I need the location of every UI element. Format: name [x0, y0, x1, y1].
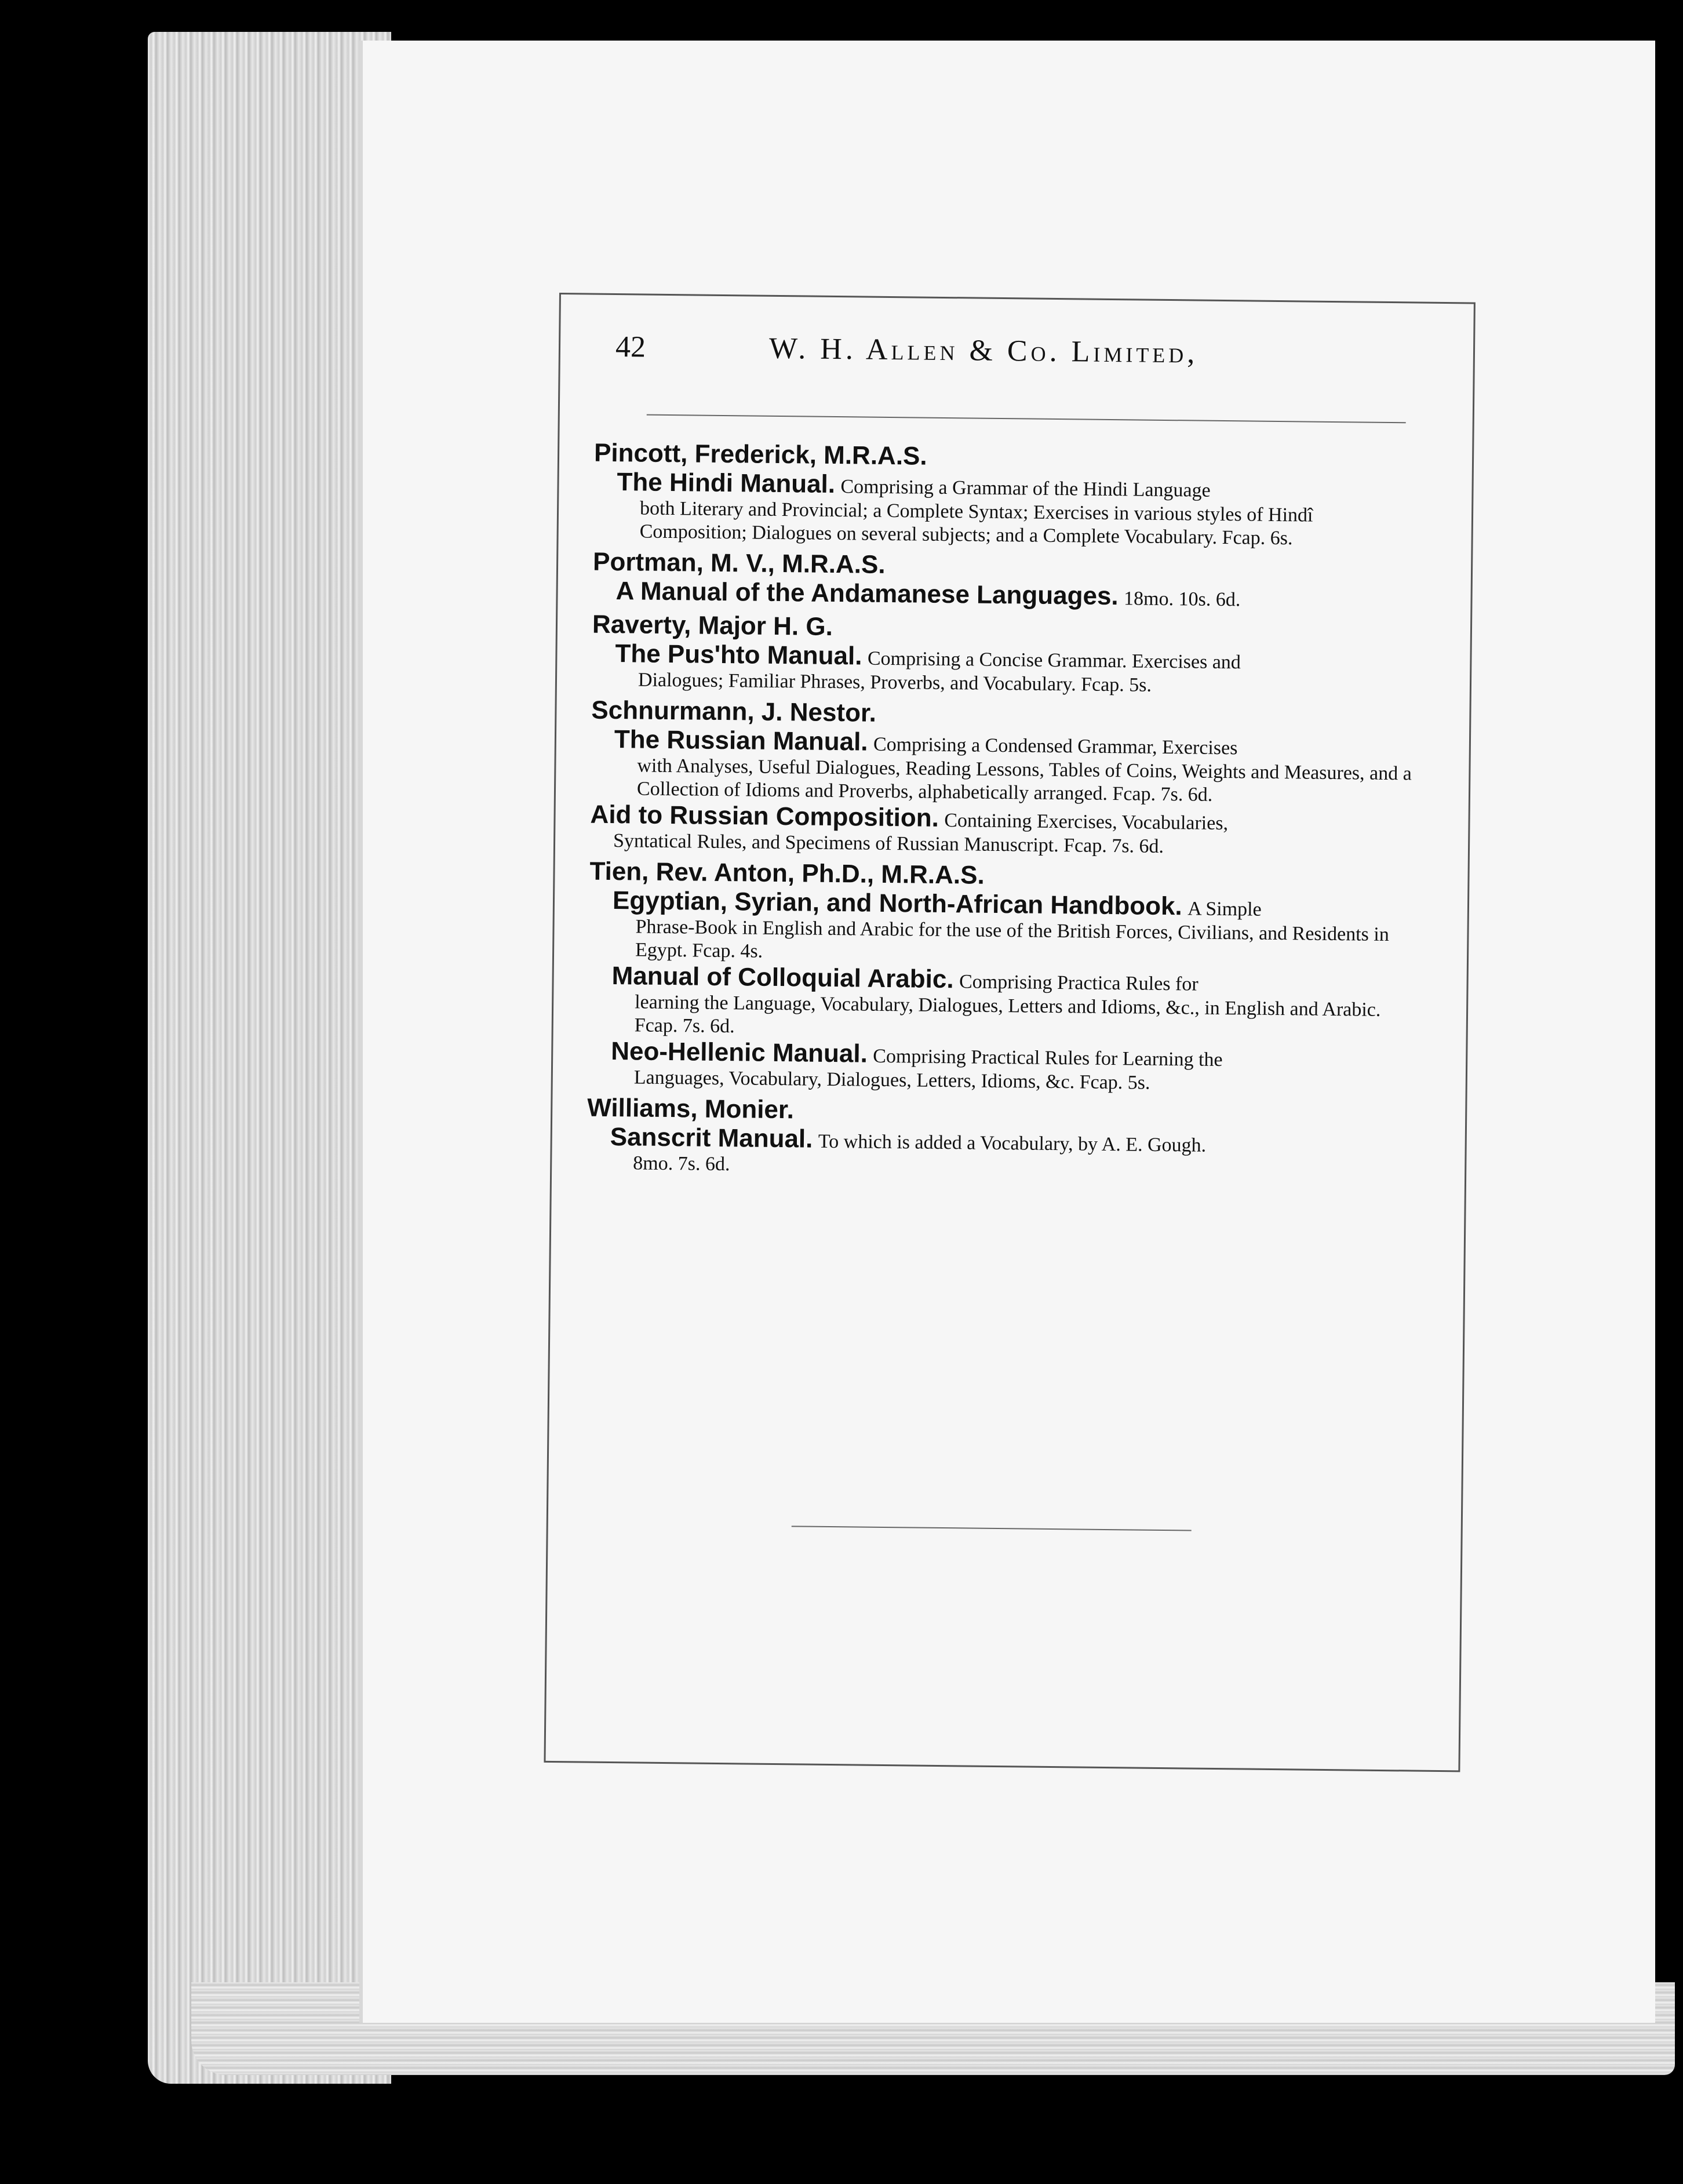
book-title: The Russian Manual. — [614, 725, 868, 756]
book-entry — [591, 727, 1420, 809]
book-description: 8mo. 7s. 6d. — [633, 1152, 730, 1175]
book-description-start: A Simple — [1187, 898, 1262, 920]
book-title: Neo-Hellenic Manual. — [611, 1037, 868, 1068]
book-description-start: Comprising Practical Rules for Learning the — [873, 1045, 1223, 1071]
book-description-start: Comprising a Concise Grammar. Exercises and — [867, 647, 1241, 674]
book-description-start: 18mo. 10s. 6d. — [1123, 588, 1241, 611]
catalogue-entry — [588, 855, 1419, 1098]
catalogue-entry — [593, 436, 1423, 552]
book-entry — [593, 470, 1422, 552]
author-name: Williams, Monier. — [587, 1093, 795, 1124]
book-title: The Pus'hto Manual. — [615, 639, 862, 671]
book-description-start: Comprising Practica Rules for — [959, 971, 1198, 995]
book-description: Syntatical Rules, and Specimens of Russian Manuscript. Fcap. 7s. 6d. — [613, 830, 1164, 857]
book-entry — [589, 886, 1418, 970]
catalogue-entry — [586, 1091, 1416, 1184]
catalogue-entry — [591, 694, 1420, 809]
book-description-start: Comprising a Condensed Grammar, Exercises — [873, 733, 1238, 759]
book-description: Languages, Vocabulary, Dialogues, Letters, Idioms, &c. Fcap. 5s. — [633, 1066, 1150, 1094]
book-page-edges — [148, 32, 391, 2084]
catalogue-entry — [590, 800, 1419, 861]
page-number: 42 — [615, 330, 646, 364]
author-name: Raverty, Major H. G. — [592, 610, 833, 641]
book-title: Sanscrit Manual. — [610, 1123, 813, 1153]
book-description-start: Comprising a Grammar of the Hindi Language — [840, 476, 1211, 501]
book-description: learning the Language, Vocabulary, Dialogues, Letters and Idioms, &c., in English and Arabic. Fcap. 7s. 6d. — [634, 991, 1381, 1038]
book-description-start: To which is added a Vocabulary, by A. E. Gough. — [818, 1130, 1207, 1156]
book-entry — [588, 1039, 1417, 1098]
book-description-start: Containing Exercises, Vocabularies, — [944, 810, 1229, 835]
book-description: both Literary and Provincial; a Complete Syntax; Exercises in various styles of Hindî Composition; Dialogues on several subjects; and a Complete Vocabulary. Fcap. 6s. — [639, 497, 1313, 549]
book-entry — [586, 1125, 1416, 1184]
book-description: with Analyses, Useful Dialogues, Reading Lessons, Tables of Coins, Weights and Measures, and a Collection of Idioms and Proverbs, alphabetically arranged. Fcap. 7s. 6d. — [636, 755, 1412, 806]
catalogue-entry — [592, 608, 1421, 700]
author-name: Pincott, Frederick, M.R.A.S. — [593, 438, 927, 471]
book-title: The Hindi Manual. — [617, 468, 836, 499]
book-entry — [592, 639, 1421, 700]
book-title: Aid to Russian Composition. — [590, 800, 939, 832]
book-entry — [588, 964, 1418, 1046]
running-head: W. H. Allen & Co. Limited, — [768, 332, 1198, 370]
author-name: Schnurmann, J. Nestor. — [591, 696, 877, 727]
book-title: Egyptian, Syrian, and North-African Handbook. — [612, 886, 1182, 921]
catalogue-entry — [592, 545, 1422, 614]
page-header — [615, 330, 1427, 385]
book-title: A Manual of the Andamanese Languages. — [615, 577, 1119, 611]
book-description: Phrase-Book in English and Arabic for the use of the British Forces, Civilians, and Residents in Egypt. Fcap. 4s. — [635, 916, 1390, 962]
book-entry — [590, 800, 1419, 861]
header-rule — [647, 414, 1406, 424]
footer-rule — [792, 1526, 1192, 1531]
author-name: Tien, Rev. Anton, Ph.D., M.R.A.S. — [589, 857, 985, 890]
printed-page-frame — [544, 293, 1475, 1772]
catalogue-entries — [586, 434, 1423, 1186]
book-title: Manual of Colloquial Arabic. — [611, 962, 954, 994]
book-description: Dialogues; Familiar Phrases, Proverbs, and Vocabulary. Fcap. 5s. — [638, 669, 1152, 696]
author-name: Portman, M. V., M.R.A.S. — [592, 547, 886, 579]
